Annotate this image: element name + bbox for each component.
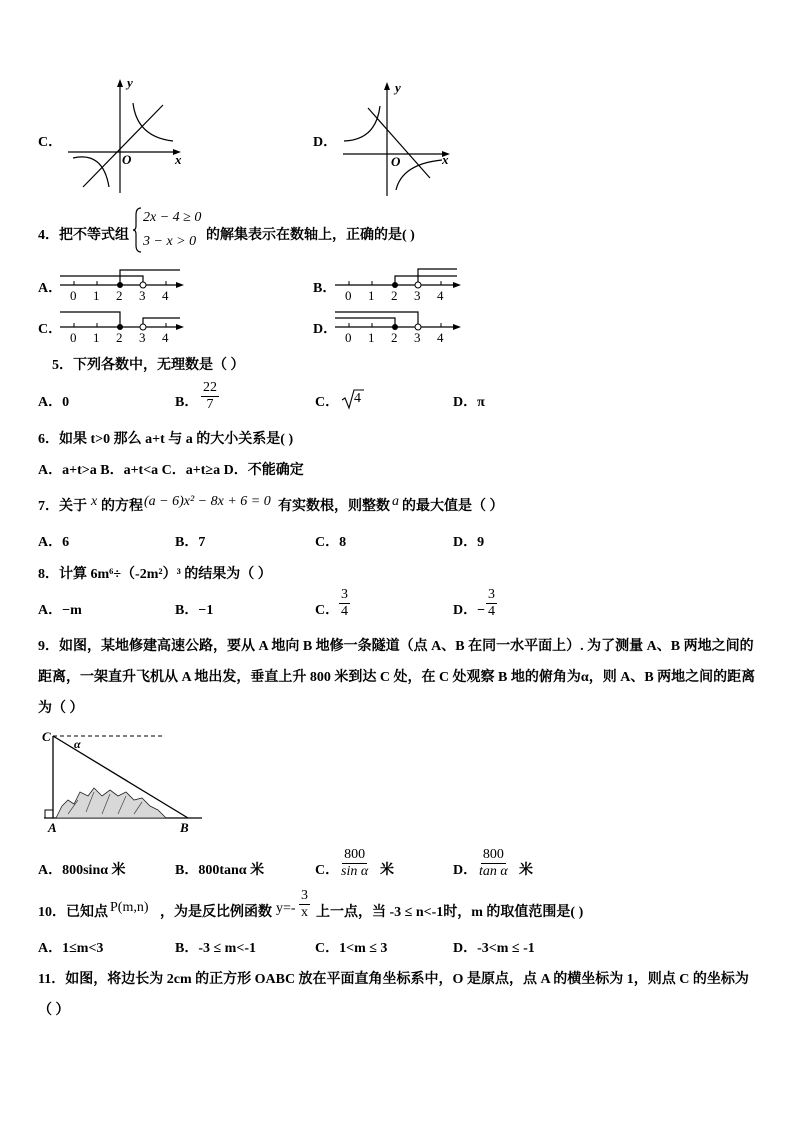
- q3-graph-d: [338, 78, 453, 198]
- svg-text:3: 3: [139, 288, 146, 303]
- q4-number-line-c: [58, 305, 188, 345]
- fraction-denominator: x: [301, 905, 308, 920]
- q9-d-fraction: [477, 847, 510, 880]
- label-alpha: α: [74, 737, 81, 751]
- svg-text:1: 1: [93, 288, 100, 303]
- q7-stem-end: 的最大值是（ ）: [402, 499, 504, 514]
- brace-icon: [133, 207, 142, 253]
- q8-c-fraction: [339, 587, 350, 620]
- q5-option-c[interactable]: C．: [315, 395, 340, 410]
- q10-option-d[interactable]: D．-3<m ≤ -1: [453, 941, 535, 956]
- svg-text:2: 2: [391, 330, 398, 345]
- q9-option-b[interactable]: B．800tanα 米: [175, 863, 265, 878]
- q11-stem-line1: 11．如图，将边长为 2cm 的正方形 OABC 放在平面直角坐标系中，O 是原点，点 A 的横坐标为 1，则点 C 的坐标为: [38, 972, 749, 987]
- q4-number-line-b: [333, 263, 468, 303]
- svg-text:1: 1: [368, 288, 375, 303]
- hyperbola-branch-1: [133, 103, 173, 141]
- fraction-numerator: 3: [341, 587, 348, 602]
- svg-text:2: 2: [116, 288, 123, 303]
- svg-text:2: 2: [391, 288, 398, 303]
- fraction-numerator: 22: [203, 380, 217, 395]
- fraction-denominator: 4: [488, 604, 495, 619]
- sqrt-radicand: 4: [354, 391, 361, 406]
- fraction-numerator: 800: [344, 847, 366, 862]
- q8-d-fraction: [486, 587, 497, 620]
- svg-text:4: 4: [437, 288, 444, 303]
- q10-stem-pre: 10．已知点: [38, 905, 108, 920]
- q10-option-a[interactable]: A．1≤m<3: [38, 941, 104, 956]
- q7-equation: (a − 6)x² − 8x + 6 = 0: [144, 494, 271, 509]
- q4-stem-prefix: 4．把不等式组: [38, 228, 129, 243]
- q7-var-a: a: [392, 494, 399, 509]
- origin-label: O: [122, 152, 132, 167]
- q4-option-a-label[interactable]: A．: [38, 281, 63, 296]
- q3-option-d-label[interactable]: D．: [313, 135, 338, 150]
- arrow-icon: [176, 282, 184, 288]
- fraction-numerator: 3: [488, 587, 495, 602]
- q7-option-b[interactable]: B．7: [175, 535, 206, 550]
- svg-text:1: 1: [368, 330, 375, 345]
- label-c: C: [42, 729, 51, 744]
- q10-func-fraction: [299, 888, 310, 921]
- q8-stem: 8．计算 6m⁶÷（-2m²）³ 的结果为（ ）: [38, 567, 272, 582]
- q9-d-unit: 米: [519, 863, 533, 878]
- fraction-denominator: tan α: [479, 864, 508, 879]
- q5-stem: 5．下列各数中，无理数是（ ）: [52, 358, 245, 373]
- hyperbola-branch-2: [396, 160, 442, 190]
- line-graph: [83, 105, 163, 187]
- y-axis-arrow-icon: [384, 82, 390, 90]
- q4-stem-suffix: 的解集表示在数轴上，正确的是( ): [206, 228, 415, 243]
- q9-option-c[interactable]: C．: [315, 863, 340, 878]
- svg-text:3: 3: [414, 330, 421, 345]
- q8-option-c[interactable]: C．: [315, 603, 340, 618]
- q6-options[interactable]: A．a+t>a B．a+t<a C．a+t≥a D．不能确定: [38, 463, 304, 478]
- right-angle-mark: [45, 810, 53, 818]
- fraction-numerator: 800: [482, 847, 504, 862]
- q9-c-fraction: [339, 847, 370, 880]
- q9-c-unit: 米: [380, 863, 394, 878]
- q9-option-d[interactable]: D．: [453, 863, 478, 878]
- label-b: B: [180, 820, 189, 835]
- q9-option-a[interactable]: A．800sinα 米: [38, 863, 126, 878]
- q4-number-line-a: [58, 263, 188, 303]
- q7-stem-mid: 的方程: [101, 499, 143, 514]
- q8-option-d[interactable]: D．−: [453, 603, 486, 618]
- q7-option-a[interactable]: A．6: [38, 535, 70, 550]
- fraction-denominator: 4: [341, 604, 348, 619]
- arrow-icon: [453, 324, 461, 330]
- hyperbola-branch-2: [73, 157, 109, 187]
- q4-option-b-label[interactable]: B．: [313, 281, 337, 296]
- fraction-numerator: 3: [301, 888, 308, 903]
- q5-option-b[interactable]: B．: [175, 395, 199, 410]
- q4-number-line-d: [333, 305, 468, 345]
- origin-label: O: [391, 154, 401, 169]
- q5-fraction: [201, 380, 219, 413]
- svg-text:2: 2: [116, 330, 123, 345]
- q10-option-b[interactable]: B．-3 ≤ m<-1: [175, 941, 256, 956]
- q4-inequality-2: 3 − x > 0: [143, 234, 197, 249]
- svg-text:4: 4: [162, 330, 169, 345]
- q7-var-x: x: [91, 494, 98, 509]
- x-label: x: [175, 152, 182, 167]
- q9-diagram: [38, 726, 208, 836]
- q4-option-c-label[interactable]: C．: [38, 322, 63, 337]
- mountain-icon: [56, 788, 166, 818]
- q9-stem-line1: 9．如图，某地修建高速公路，要从 A 地向 B 地修一条隧道（点 A、B 在同一水平面上）. 为了测量 A、B 两地之间的: [38, 639, 754, 654]
- q3-option-c-label[interactable]: C．: [38, 135, 63, 150]
- arrow-icon: [176, 324, 184, 330]
- q9-stem-line3: 为（ ）: [38, 701, 84, 716]
- arrow-icon: [453, 282, 461, 288]
- svg-text:1: 1: [93, 330, 100, 345]
- q3-graph-c: [63, 75, 185, 195]
- q4-inequality-1: 2x − 4 ≥ 0: [143, 210, 202, 225]
- q10-stem-mid: ，为是反比例函数: [160, 905, 272, 920]
- q6-stem: 6．如果 t>0 那么 a+t 与 a 的大小关系是( ): [38, 432, 294, 447]
- y-axis-arrow-icon: [117, 79, 123, 87]
- q5-option-d[interactable]: D．π: [453, 395, 485, 410]
- hyperbola-branch-1: [344, 106, 380, 141]
- svg-text:4: 4: [437, 330, 444, 345]
- q10-func-pre: y=-: [276, 901, 296, 916]
- svg-text:3: 3: [139, 330, 146, 345]
- q7-option-d[interactable]: D．9: [453, 535, 485, 550]
- x-label: x: [442, 152, 449, 167]
- svg-text:0: 0: [345, 330, 352, 345]
- q8-option-a[interactable]: A．−m: [38, 603, 82, 618]
- q11-stem-line2: （ ）: [38, 1003, 70, 1018]
- fraction-denominator: sin α: [341, 864, 369, 879]
- y-label: y: [395, 80, 401, 95]
- y-label: y: [127, 75, 133, 90]
- svg-text:4: 4: [162, 288, 169, 303]
- q4-option-d-label[interactable]: D．: [313, 322, 338, 337]
- q10-point: P(m,n): [110, 900, 149, 915]
- q7-stem-pre: 7．关于: [38, 499, 87, 514]
- q8-option-b[interactable]: B．−1: [175, 603, 214, 618]
- svg-text:0: 0: [70, 288, 77, 303]
- svg-text:3: 3: [414, 288, 421, 303]
- fraction-denominator: 7: [206, 397, 214, 412]
- label-a: A: [48, 820, 57, 835]
- svg-text:0: 0: [70, 330, 77, 345]
- q9-stem-line2: 距离，一架直升飞机从 A 地出发，垂直上升 800 米到达 C 处，在 C 处观察 B 地的俯角为α，则 A、B 两地之间的距离: [38, 670, 756, 685]
- q7-stem-mid2: 有实数根，则整数: [278, 499, 390, 514]
- svg-text:0: 0: [345, 288, 352, 303]
- q7-option-c[interactable]: C．8: [315, 535, 347, 550]
- q10-option-c[interactable]: C．1<m ≤ 3: [315, 941, 388, 956]
- q5-option-a[interactable]: A．0: [38, 395, 70, 410]
- q10-stem-end: 上一点，当 -3 ≤ n<-1时，m 的取值范围是( ): [316, 905, 584, 920]
